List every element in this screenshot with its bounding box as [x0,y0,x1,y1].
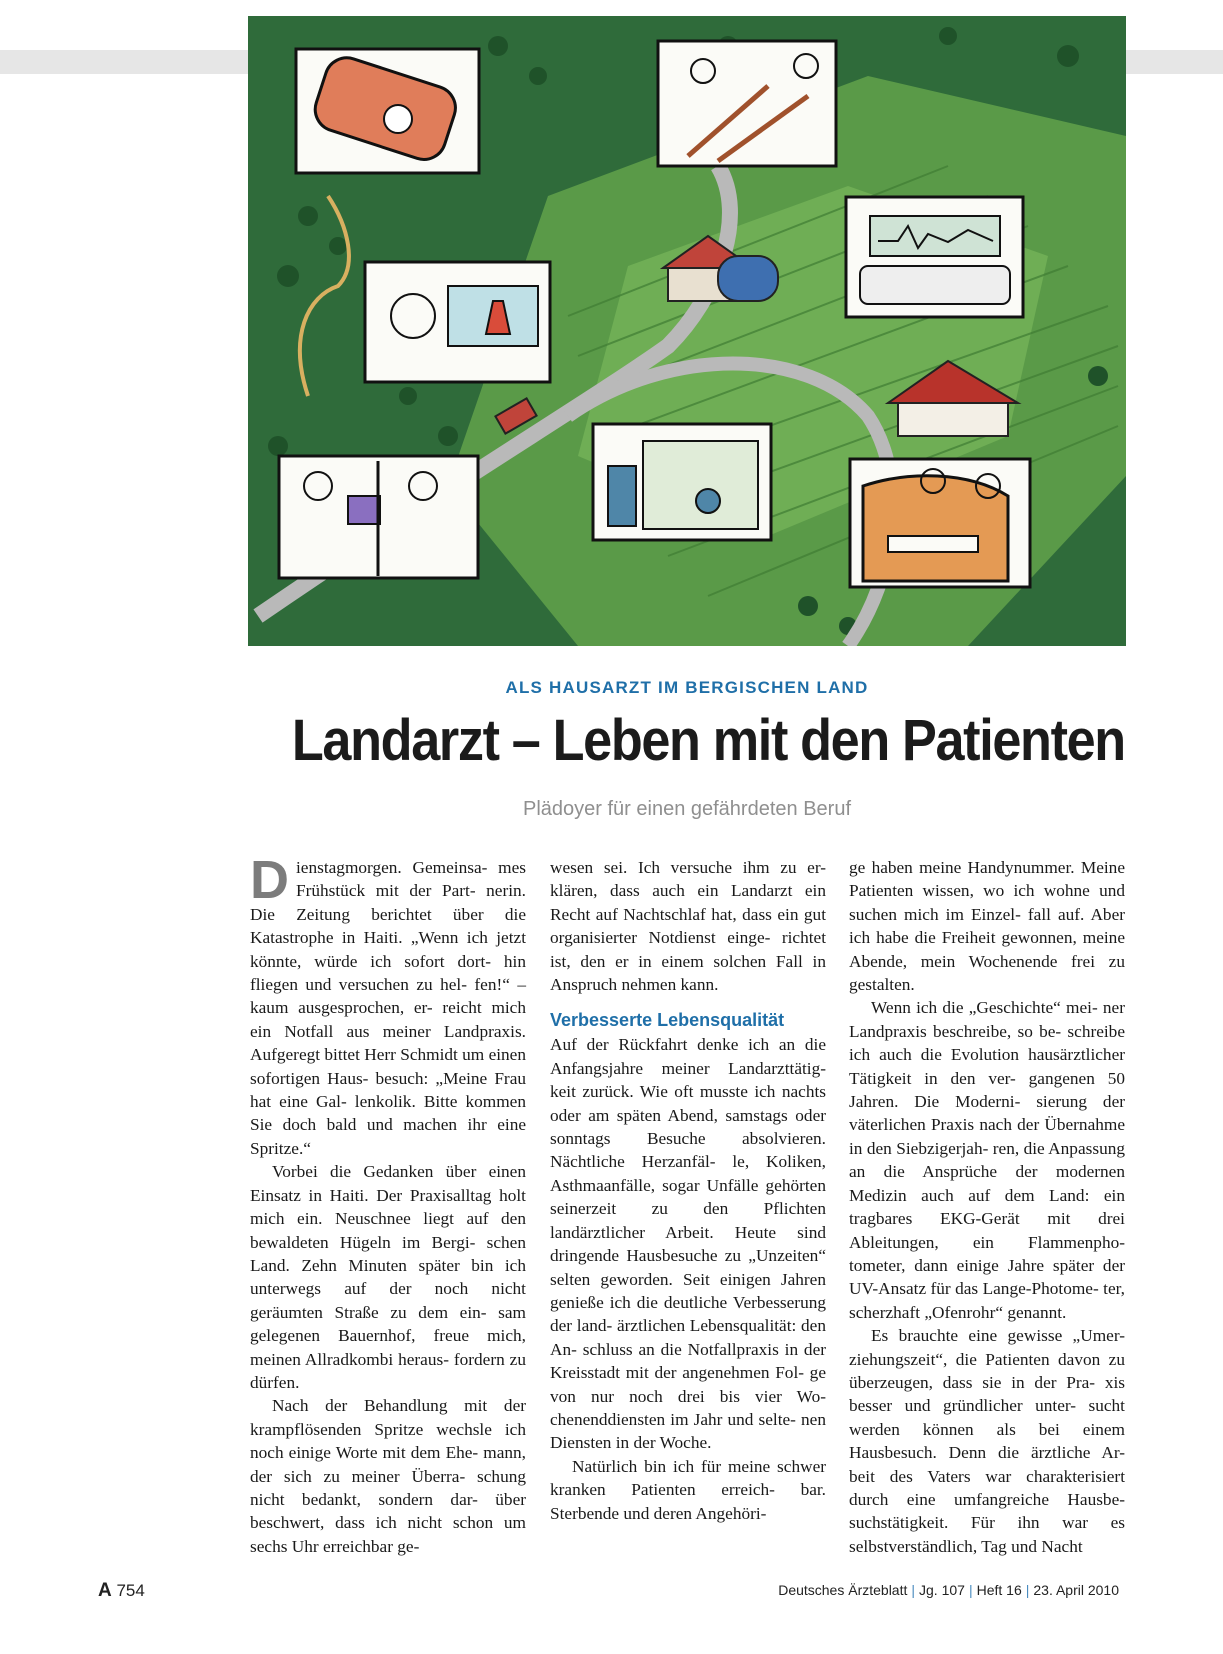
paragraph: ge haben meine Handynummer. Meine Patienten wissen, wo ich wohne und suchen mich im Einzel- fall auf. Aber ich habe die Freiheit gewonnen, meine Abende, mein Wochenende frei zu gestalten. [849,858,1125,995]
paragraph: Vorbei die Gedanken über einen Einsatz in Haiti. Der Praxisalltag holt mich ein. Neuschnee liegt auf den bewaldeten Hügeln im Bergi- schen Land. Zehn Minuten später bin ich unterwegs auf der noch nicht geräumten Straße zu dem ein- sam gelegenen Bauernhof, freue mich, meinen Allradkombi heraus- fordern zu dürfen. [250,1162,526,1392]
journal-issue: Heft 16 [976,1582,1022,1598]
article-column-2 [550,856,826,1525]
paragraph: Nach der Behandlung mit der krampflösenden Spritze wechsle ich noch einige Worte mit dem Ehe- mann, der sich zu meiner Überra- schung nicht bedankt, sondern dar- über beschwert, dass ich nicht schon um sechs Uhr erreichbar ge- [250,1396,526,1556]
village-illustration [248,16,1126,646]
drop-cap: D [250,850,289,910]
article-headline: Landarzt – Leben mit den Patienten [291,708,1125,773]
paragraph: Auf der Rückfahrt denke ich an die Anfangsjahre meiner Landarzttätig- keit zurück. Wie oft musste ich nachts oder am späten Abend, samstags oder sonntags Besuche absolvieren. Nächtliche Herzanfäl- le, Koliken, Asthmaanfälle, sogar Unfälle gehörten seinerzeit zu den Pflichten landärztlicher Arbeit. Heute sind dringende Hausbesuche zu „Unzeiten“ selten geworden. Seit einigen Jahren genieße ich die deutliche Verbesserung der land- ärztlichen Lebensqualität: den An- schluss an die Notfallpraxis in der Kreisstadt mit der angenehmen Fol- ge von nur noch drei bis vier Wo- chenenddiensten im Jahr und selte- nen Diensten in der Woche. [550,1035,826,1453]
page-number [98,1580,145,1602]
article-kicker: ALS HAUSARZT IM BERGISCHEN LAND [505,678,869,697]
page-number-value: 754 [116,1581,145,1600]
paragraph: Natürlich bin ich für meine schwer kranken Patienten erreich- bar. Sterbende und deren Angehöri- [550,1456,826,1523]
paragraph: Es brauchte eine gewisse „Umer- ziehungszeit“, die Patienten davon zu überzeugen, dass sie in der Pra- xis besser und gründlicher unter- sucht werden können als bei einem Hausbesuch. Denn die ärztliche Ar- beit des Vaters war charakterisiert durch eine umfangreiche Hausbe- suchstätigkeit. Für ihn war es selbstverständlich, Tag und Nacht [849,1326,1125,1556]
journal-date: 23. April 2010 [1033,1582,1119,1598]
journal-name: Deutsches Ärzteblatt [778,1582,908,1598]
page-prefix: A [98,1580,112,1601]
section-heading: Verbesserte Lebensqualität [550,1010,785,1031]
paragraph: wesen sei. Ich versuche ihm zu er- klären, dass auch ein Landarzt ein Recht auf Nachtschlaf hat, dass ein gut organisierter Notdienst einge- richtet ist, den er in einem solchen Fall in Anspruch nehmen kann. [550,858,826,995]
article-column-3 [849,856,1125,1558]
journal-footer: Deutsches Ärzteblatt | Jg. 107 | Heft 16 | 23. April 2010 [778,1582,1119,1598]
article-column-1 [250,850,526,1558]
journal-volume: Jg. 107 [919,1582,965,1598]
paragraph: Wenn ich die „Geschichte“ mei- ner Landpraxis beschreibe, so be- schreibe ich auch die Evolution hausärztlicher Tätigkeit in den ver- gangenen 50 Jahren. Die Moderni- sierung der väterlichen Praxis nach der Übernahme in den Siebzigerjah- ren, die Anpassung an die Ansprüche der modernen Medizin auch auf dem Land: ein tragbares EKG-Gerät mit drei Ableitungen, ein Flammenpho- tometer, dann einige Jahre später der UV-Ansatz für das Lange-Photome- ter, scherzhaft „Ofenrohr“ genannt. [849,998,1125,1322]
article-subheadline: Plädoyer für einen gefährdeten Beruf [523,798,851,820]
paragraph: Dienstagmorgen. Gemeinsa- mes Frühstück mit der Part- nerin. Die Zeitung berichtet über die Katastrophe in Haiti. „Wenn ich jetzt könnte, würde ich sofort dort- hin fliegen und versuchen zu hel- fen!“ – kaum ausgesprochen, er- reicht mich ein Notfall aus meiner Landpraxis. Aufgeregt bittet Herr Schmidt um einen sofortigen Haus- besuch: „Meine Frau hat eine Gal- lenkolik. Bitte kommen Sie doch bald und machen ihr eine Spritze.“ [250,850,526,1158]
